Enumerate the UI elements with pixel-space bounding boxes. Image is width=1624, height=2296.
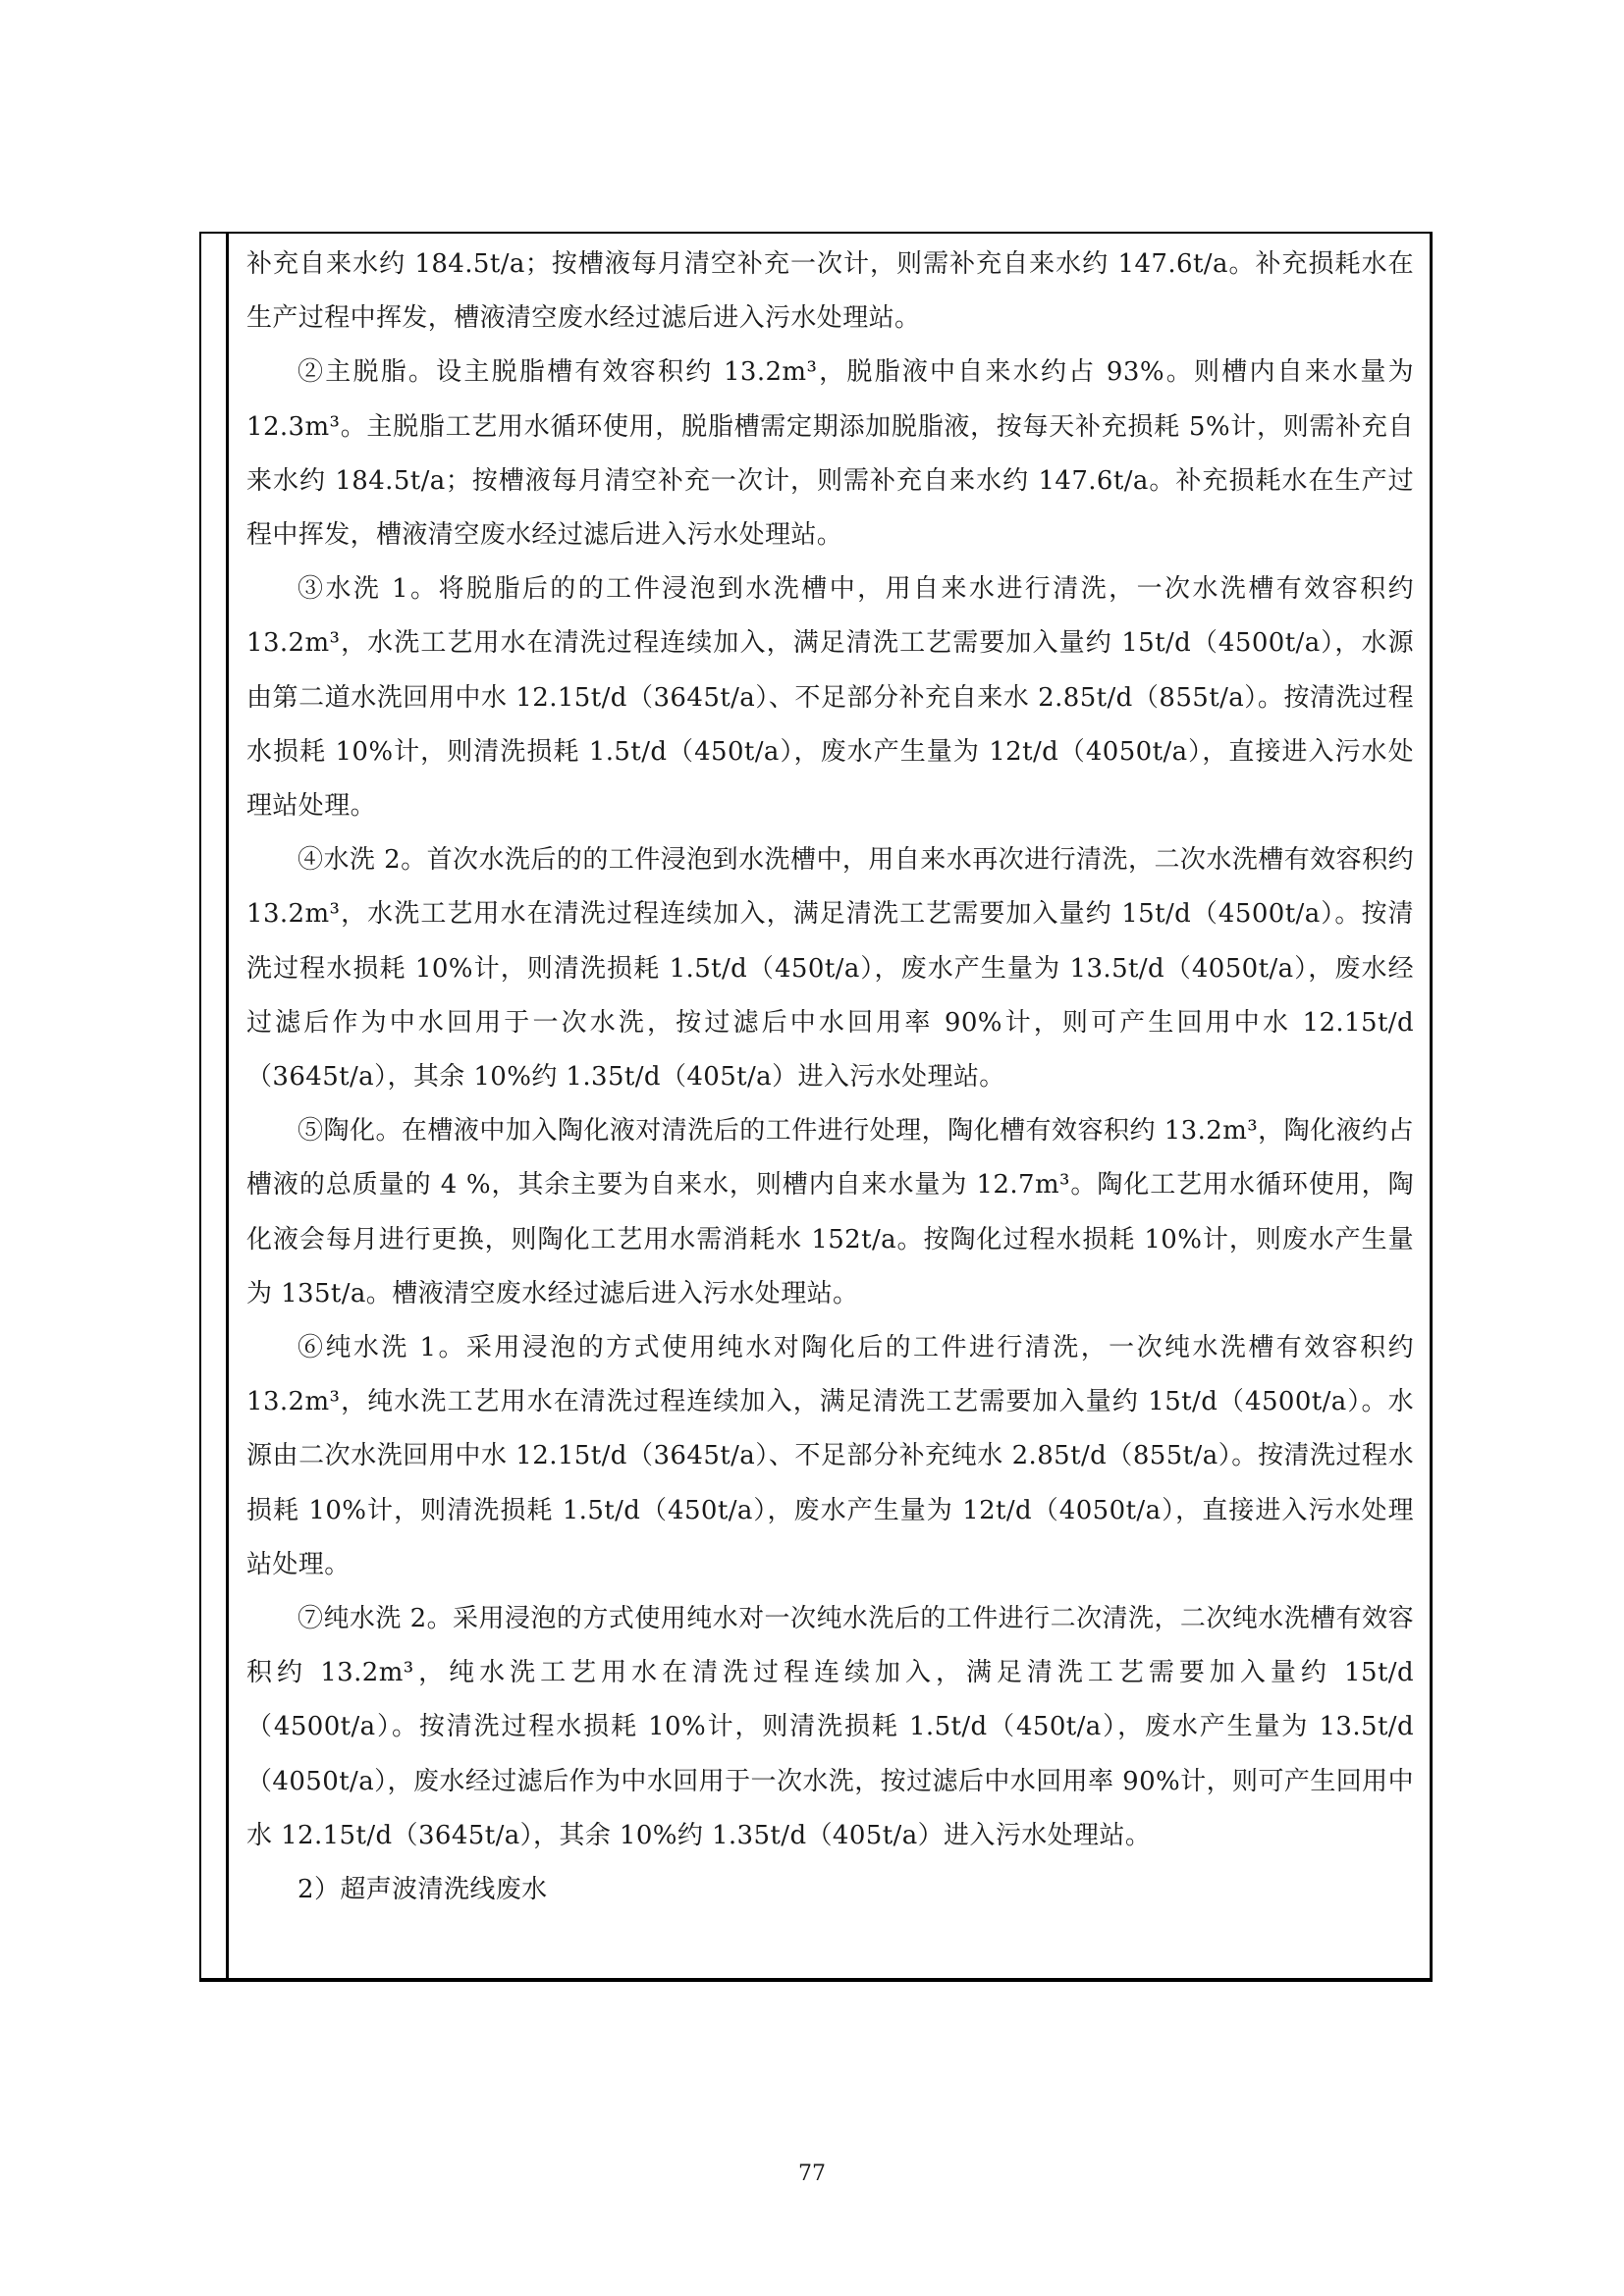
- paragraph-water-wash-2: ④水洗 2。首次水洗后的的工件浸泡到水洗槽中，用自来水再次进行清洗，二次水洗槽有效容积约 13.2m³，水洗工艺用水在清洗过程连续加入，满足清洗工艺需要加入量约 15t/d（4500t/a）。按清洗过程水损耗 10%计，则清洗损耗 1.5t/d（450t/a），废水产生量为 13.5t/d（4050t/a），废水经过滤后作为中水回用于一次水洗，按过滤后中水回用率 90%计，则可产生回用中水 12.15t/d（3645t/a），其余 10%约 1.35t/d（405t/a）进入污水处理站。: [246, 845, 1414, 1093]
- content-table-frame: [199, 232, 1433, 1982]
- page-number: 77: [798, 2162, 826, 2186]
- paragraph-pure-water-wash-2: ⑦纯水洗 2。采用浸泡的方式使用纯水对一次纯水洗后的工件进行二次清洗，二次纯水洗槽有效容积约 13.2m³，纯水洗工艺用水在清洗过程连续加入，满足清洗工艺需要加入量约 15t/d（4500t/a）。按清洗过程水损耗 10%计，则清洗损耗 1.5t/d（450t/a），废水产生量为 13.5t/d（4050t/a），废水经过滤后作为中水回用于一次水洗，按过滤后中水回用率 90%计，则可产生回用中水 12.15t/d（3645t/a），其余 10%约 1.35t/d（405t/a）进入污水处理站。: [246, 1604, 1414, 1850]
- paragraph-main-degreasing: ②主脱脂。设主脱脂槽有效容积约 13.2m³，脱脂液中自来水约占 93%。则槽内自来水量为 12.3m³。主脱脂工艺用水循环使用，脱脂槽需定期添加脱脂液，按每天补充损耗 5%计，则需补充自来水约 184.5t/a；按槽液每月清空补充一次计，则需补充自来水约 147.6t/a。补充损耗水在生产过程中挥发，槽液清空废水经过滤后进入污水处理站。: [246, 357, 1414, 551]
- table-left-column: [201, 234, 229, 1978]
- paragraph-pure-water-wash-1: ⑥纯水洗 1。采用浸泡的方式使用纯水对陶化后的工件进行清洗，一次纯水洗槽有效容积约 13.2m³，纯水洗工艺用水在清洗过程连续加入，满足清洗工艺需要加入量约 15t/d（4500t/a）。水源由二次水洗回用中水 12.15t/d（3645t/a）、不足部分补充纯水 2.85t/d（855t/a）。按清洗过程水损耗 10%计，则清洗损耗 1.5t/d（450t/a），废水产生量为 12t/d（4050t/a），直接进入污水处理站处理。: [246, 1333, 1414, 1579]
- paragraph-water-wash-1: ③水洗 1。将脱脂后的的工件浸泡到水洗槽中，用自来水进行清洗，一次水洗槽有效容积约 13.2m³，水洗工艺用水在清洗过程连续加入，满足清洗工艺需要加入量约 15t/d（4500t/a），水源由第二道水洗回用中水 12.15t/d（3645t/a）、不足部分补充自来水 2.85t/d（855t/a）。按清洗过程水损耗 10%计，则清洗损耗 1.5t/d（450t/a），废水产生量为 12t/d（4050t/a），直接进入污水处理站处理。: [246, 574, 1414, 822]
- table-content-cell: [246, 234, 1414, 1917]
- paragraph-ultrasonic-heading: 2）超声波清洗线废水: [298, 1875, 548, 1905]
- paragraph-1: 补充自来水约 184.5t/a；按槽液每月清空补充一次计，则需补充自来水约 147.6t/a。补充损耗水在生产过程中挥发，槽液清空废水经过滤后进入污水处理站。: [246, 249, 1414, 334]
- paragraph-ceramization: ⑤陶化。在槽液中加入陶化液对清洗后的工件进行处理，陶化槽有效容积约 13.2m³，陶化液约占槽液的总质量的 4 %，其余主要为自来水，则槽内自来水量为 12.7m³。陶化工艺用水循环使用，陶化液会每月进行更换，则陶化工艺用水需消耗水 152t/a。按陶化过程水损耗 10%计，则废水产生量为 135t/a。槽液清空废水经过滤后进入污水处理站。: [246, 1116, 1414, 1308]
